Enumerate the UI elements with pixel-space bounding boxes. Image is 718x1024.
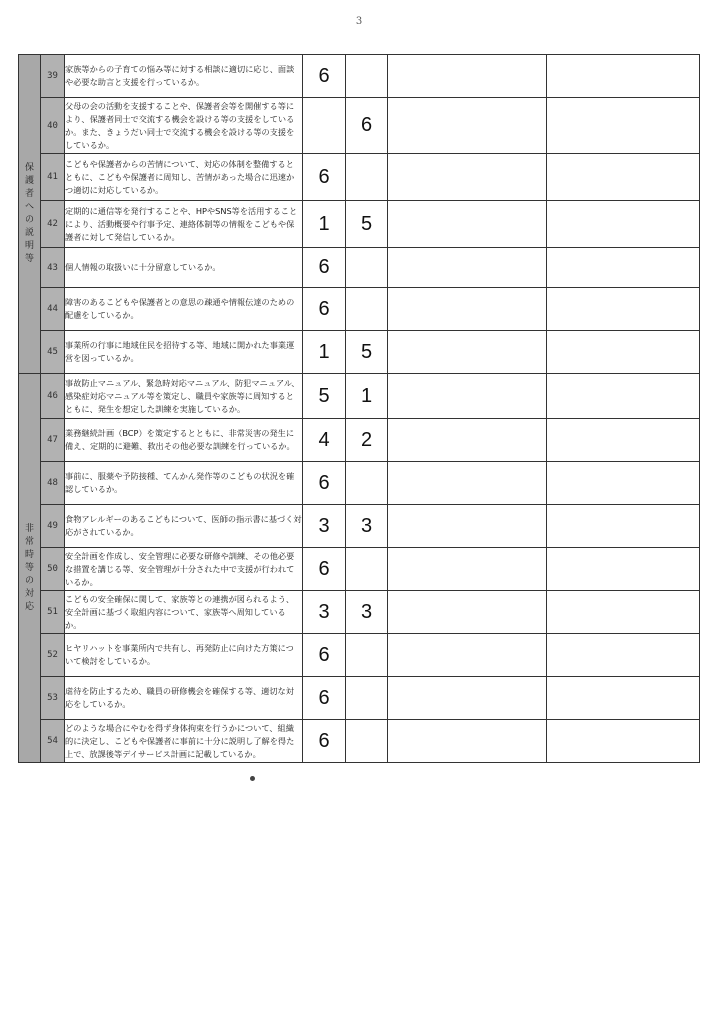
no-count: 3 — [346, 505, 388, 548]
row-number: 40 — [41, 98, 65, 154]
question-text: 業務継続計画（BCP）を策定するとともに、非常災害の発生に備え、定期的に避難、救出その他必要な訓練を行っているか。 — [65, 419, 303, 462]
comment-cell — [547, 55, 700, 98]
table-row — [19, 720, 700, 763]
question-text: ヒヤリハットを事業所内で共有し、再発防止に向けた方策について検討をしているか。 — [65, 634, 303, 677]
category-label: 保護者への説明等 — [24, 163, 34, 264]
no-count: 2 — [346, 419, 388, 462]
yes-count: 5 — [303, 374, 346, 419]
table-row — [19, 591, 700, 634]
blank-cell — [388, 248, 547, 288]
no-count: 3 — [346, 591, 388, 634]
yes-count: 6 — [303, 55, 346, 98]
question-text: 事前に、服薬や予防接種、てんかん発作等のこどもの状況を確認しているか。 — [65, 462, 303, 505]
row-number: 45 — [41, 331, 65, 374]
yes-count: 6 — [303, 677, 346, 720]
yes-count: 6 — [303, 288, 346, 331]
row-number: 50 — [41, 548, 65, 591]
yes-count: 4 — [303, 419, 346, 462]
table-row — [19, 248, 700, 288]
question-text: 食物アレルギーのあるこどもについて、医師の指示書に基づく対応がされているか。 — [65, 505, 303, 548]
question-text: 安全計画を作成し、安全管理に必要な研修や訓練、その他必要な措置を講じる等、安全管理が十分された中で支援が行われているか。 — [65, 548, 303, 591]
comment-cell — [547, 331, 700, 374]
no-count — [346, 720, 388, 763]
question-text: 個人情報の取扱いに十分留意しているか。 — [65, 248, 303, 288]
row-number: 54 — [41, 720, 65, 763]
row-number: 51 — [41, 591, 65, 634]
yes-count: 1 — [303, 201, 346, 248]
blank-cell — [388, 201, 547, 248]
comment-cell — [547, 505, 700, 548]
evaluation-table — [18, 54, 700, 763]
blank-cell — [388, 548, 547, 591]
question-text: 事業所の行事に地域住民を招待する等、地域に開かれた事業運営を図っているか。 — [65, 331, 303, 374]
row-number: 47 — [41, 419, 65, 462]
category-label: 非常時等の対応 — [24, 523, 34, 612]
no-count — [346, 154, 388, 201]
table-row — [19, 288, 700, 331]
blank-cell — [388, 677, 547, 720]
yes-count: 6 — [303, 720, 346, 763]
table-row — [19, 201, 700, 248]
no-count — [346, 677, 388, 720]
table-row — [19, 331, 700, 374]
table-row — [19, 462, 700, 505]
row-number: 49 — [41, 505, 65, 548]
row-number: 42 — [41, 201, 65, 248]
no-count — [346, 548, 388, 591]
blank-cell — [388, 505, 547, 548]
question-text: こどもや保護者からの苦情について、対応の体制を整備するとともに、こどもや保護者に周知し、苦情があった場合に迅速かつ適切に対応しているか。 — [65, 154, 303, 201]
question-text: 障害のあるこどもや保護者との意思の疎通や情報伝達のための配慮をしているか。 — [65, 288, 303, 331]
table-row — [19, 548, 700, 591]
blank-cell — [388, 55, 547, 98]
yes-count: 1 — [303, 331, 346, 374]
comment-cell — [547, 374, 700, 419]
row-number: 39 — [41, 55, 65, 98]
category-emergency-response — [19, 374, 41, 763]
no-count: 6 — [346, 98, 388, 154]
table-row — [19, 374, 700, 419]
yes-count: 6 — [303, 154, 346, 201]
row-number: 52 — [41, 634, 65, 677]
yes-count: 6 — [303, 634, 346, 677]
row-number: 46 — [41, 374, 65, 419]
row-number: 43 — [41, 248, 65, 288]
table-row — [19, 505, 700, 548]
no-count — [346, 634, 388, 677]
table-row — [19, 55, 700, 98]
blank-cell — [388, 331, 547, 374]
comment-cell — [547, 201, 700, 248]
comment-cell — [547, 720, 700, 763]
comment-cell — [547, 248, 700, 288]
row-number: 41 — [41, 154, 65, 201]
no-count — [346, 462, 388, 505]
comment-cell — [547, 154, 700, 201]
blank-cell — [388, 288, 547, 331]
yes-count: 6 — [303, 548, 346, 591]
no-count: 1 — [346, 374, 388, 419]
comment-cell — [547, 591, 700, 634]
comment-cell — [547, 419, 700, 462]
no-count — [346, 248, 388, 288]
row-number: 48 — [41, 462, 65, 505]
blank-cell — [388, 98, 547, 154]
scan-dot-mark — [250, 776, 255, 781]
no-count: 5 — [346, 331, 388, 374]
row-number: 53 — [41, 677, 65, 720]
yes-count — [303, 98, 346, 154]
yes-count: 6 — [303, 248, 346, 288]
page-number: 3 — [355, 16, 363, 27]
question-text: こどもの安全確保に関して、家族等との連携が図られるよう、安全計画に基づく取組内容について、家族等へ周知しているか。 — [65, 591, 303, 634]
blank-cell — [388, 419, 547, 462]
table-row — [19, 419, 700, 462]
yes-count: 6 — [303, 462, 346, 505]
question-text: 定期的に通信等を発行することや、HPやSNS等を活用することにより、活動概要や行事予定、連絡体制等の情報をこどもや保護者に対して発信しているか。 — [65, 201, 303, 248]
no-count: 5 — [346, 201, 388, 248]
question-text: 事故防止マニュアル、緊急時対応マニュアル、防犯マニュアル、感染症対応マニュアル等を策定し、職員や家族等に周知するとともに、発生を想定した訓練を実施しているか。 — [65, 374, 303, 419]
comment-cell — [547, 462, 700, 505]
question-text: 虐待を防止するため、職員の研修機会を確保する等、適切な対応をしているか。 — [65, 677, 303, 720]
blank-cell — [388, 462, 547, 505]
comment-cell — [547, 98, 700, 154]
yes-count: 3 — [303, 505, 346, 548]
blank-cell — [388, 591, 547, 634]
question-text: 父母の会の活動を支援することや、保護者会等を開催する等により、保護者同士で交流する機会を設ける等の支援をしているか。また、きょうだい同士で交流する機会を設ける等の支援をしているか。 — [65, 98, 303, 154]
comment-cell — [547, 548, 700, 591]
no-count — [346, 288, 388, 331]
category-guardian-explanation — [19, 55, 41, 374]
question-text: 家族等からの子育ての悩み等に対する相談に適切に応じ、面談や必要な助言と支援を行っているか。 — [65, 55, 303, 98]
yes-count: 3 — [303, 591, 346, 634]
blank-cell — [388, 720, 547, 763]
table-row — [19, 634, 700, 677]
comment-cell — [547, 288, 700, 331]
blank-cell — [388, 634, 547, 677]
blank-cell — [388, 374, 547, 419]
table-row — [19, 98, 700, 154]
no-count — [346, 55, 388, 98]
table-row — [19, 677, 700, 720]
row-number: 44 — [41, 288, 65, 331]
table-row — [19, 154, 700, 201]
comment-cell — [547, 677, 700, 720]
question-text: どのような場合にやむを得ず身体拘束を行うかについて、組織的に決定し、こどもや保護者に事前に十分に説明し了解を得た上で、放課後等デイサービス計画に記載しているか。 — [65, 720, 303, 763]
comment-cell — [547, 634, 700, 677]
blank-cell — [388, 154, 547, 201]
